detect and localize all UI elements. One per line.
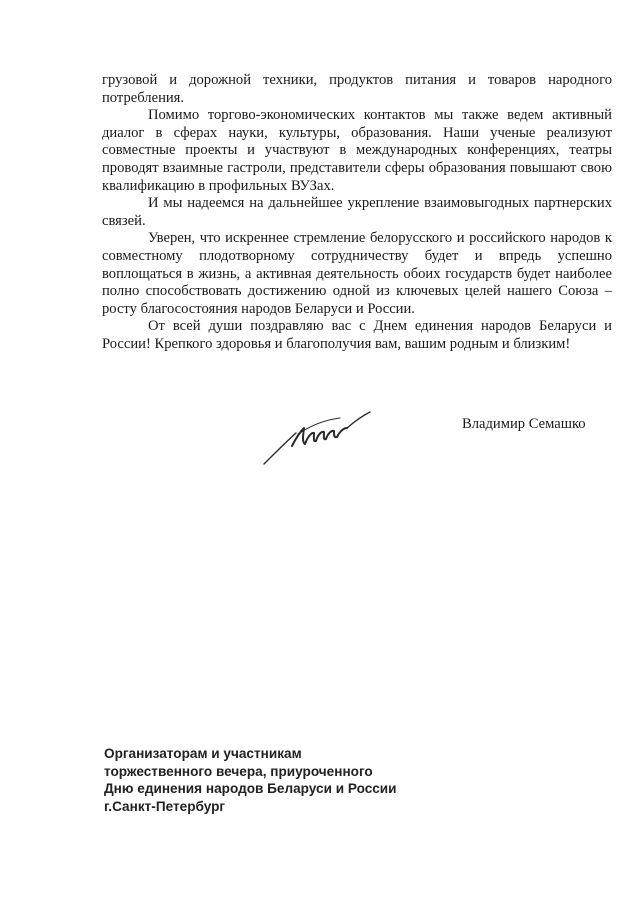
paragraph-cooperation: Уверен, что искреннее стремление белорусского и российского народов к совместному плодотворному сотрудничеству будет и впредь успешно воплощаться в жизнь, а активная деятельность обоих государств будет наиболее полно способствовать достижению одной из ключевых целей нашего Союза – росту благосостояния народов Беларуси и России. [102,230,612,317]
addressee-line: Организаторам и участникам [104,746,302,761]
signatory-name: Владимир Семашко [462,416,586,432]
addressee-city: г.Санкт-Петербург [104,798,226,814]
paragraph-partnership: И мы надеемся на дальнейшее укрепление взаимовыгодных партнерских связей. [102,195,612,229]
addressee-block [104,745,397,815]
addressee-line: торжественного вечера, приуроченного [104,763,373,779]
paragraph-contacts: Помимо торгово-экономических контактов мы также ведем активный диалог в сферах науки, культуры, образования. Наши ученые реализуют совместные проекты и участвуют в международных конференциях, театры проводят взаимные гастроли, представители сферы образования повышают свою квалификацию в профильных ВУЗах. [102,107,612,194]
handwritten-signature [262,400,372,466]
addressee-line: Дню единения народов Беларуси и России [104,781,397,797]
letter-body [102,72,612,354]
paragraph-continuation: грузовой и дорожной техники, продуктов питания и товаров народного потребления. [102,72,612,106]
paragraph-greeting: От всей души поздравляю вас с Днем единения народов Беларуси и России! Крепкого здоровья и благополучия вам, вашим родным и близким! [102,318,612,352]
